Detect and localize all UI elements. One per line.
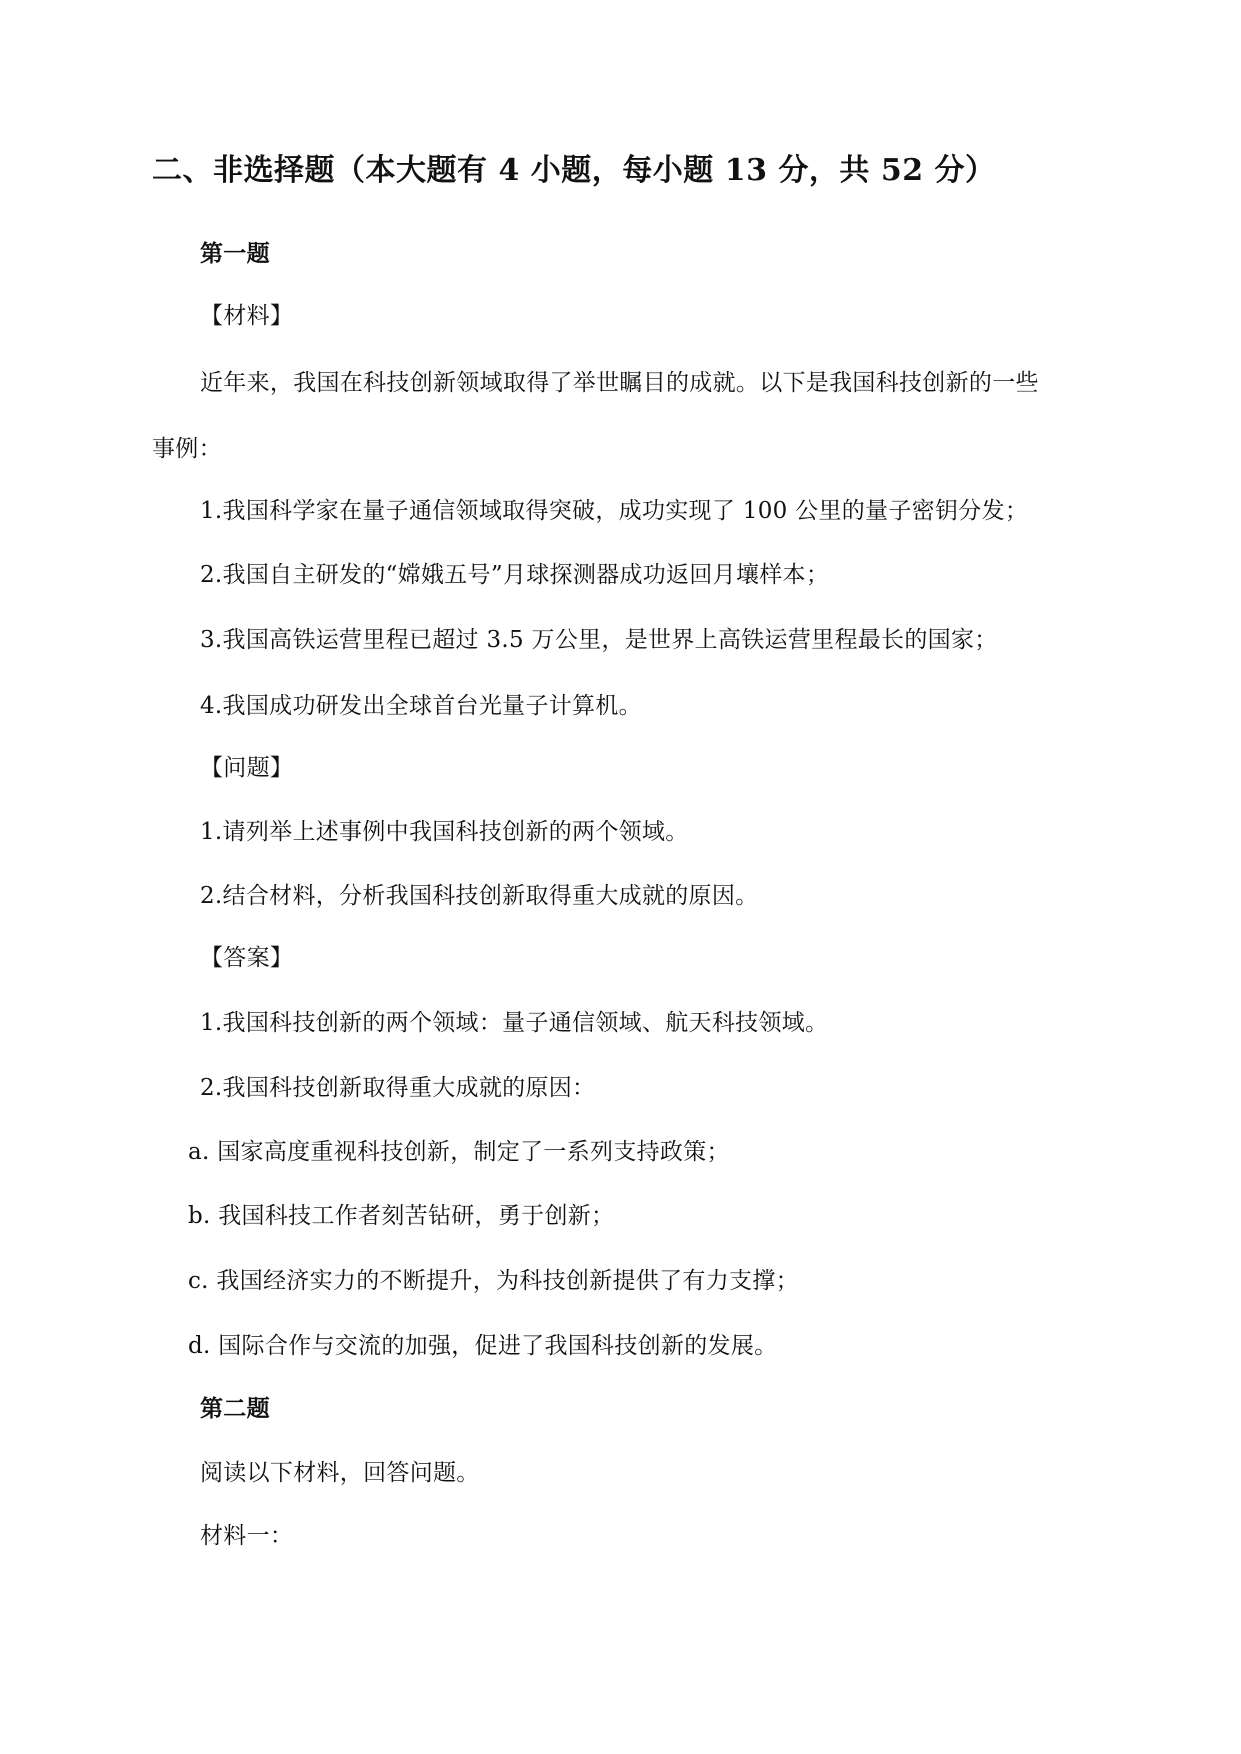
answer-item-1: 1.我国科技创新的两个领域：量子通信领域、航天科技领域。 xyxy=(200,1010,829,1036)
reason-item-c: c. 我国经济实力的不断提升，为科技创新提供了有力支撑； xyxy=(188,1268,799,1294)
question-2-instruction: 阅读以下材料，回答问题。 xyxy=(200,1460,480,1486)
question-1-heading: 第一题 xyxy=(200,240,270,267)
answer-item-2: 2.我国科技创新取得重大成就的原因： xyxy=(200,1075,596,1101)
material-label: 【材料】 xyxy=(200,303,294,329)
question-2-heading: 第二题 xyxy=(200,1395,270,1422)
question-item-1: 1.请列举上述事例中我国科技创新的两个领域。 xyxy=(200,819,689,845)
reason-item-d: d. 国际合作与交流的加强，促进了我国科技创新的发展。 xyxy=(188,1333,778,1359)
question-item-2: 2.结合材料，分析我国科技创新取得重大成就的原因。 xyxy=(200,883,759,909)
material-intro-line-2: 事例： xyxy=(152,436,222,462)
example-item-4: 4.我国成功研发出全球首台光量子计算机。 xyxy=(200,693,642,719)
example-item-3: 3.我国高铁运营里程已超过 3.5 万公里，是世界上高铁运营里程最长的国家； xyxy=(200,627,998,653)
answer-label: 【答案】 xyxy=(200,945,294,971)
example-item-2: 2.我国自主研发的“嫦娥五号”月球探测器成功返回月壤样本； xyxy=(200,562,830,588)
reason-item-b: b. 我国科技工作者刻苦钻研，勇于创新； xyxy=(188,1203,615,1229)
example-item-1: 1.我国科学家在量子通信领域取得突破，成功实现了 100 公里的量子密钥分发； xyxy=(200,498,1029,524)
reason-item-a: a. 国家高度重视科技创新，制定了一系列支持政策； xyxy=(188,1139,730,1165)
material-intro-line-1: 近年来，我国在科技创新领域取得了举世瞩目的成就。以下是我国科技创新的一些 xyxy=(200,370,1039,396)
question-label: 【问题】 xyxy=(200,755,294,781)
material-one-label: 材料一： xyxy=(200,1523,294,1549)
section-title: 二、非选择题（本大题有 4 小题，每小题 13 分，共 52 分） xyxy=(152,153,996,188)
